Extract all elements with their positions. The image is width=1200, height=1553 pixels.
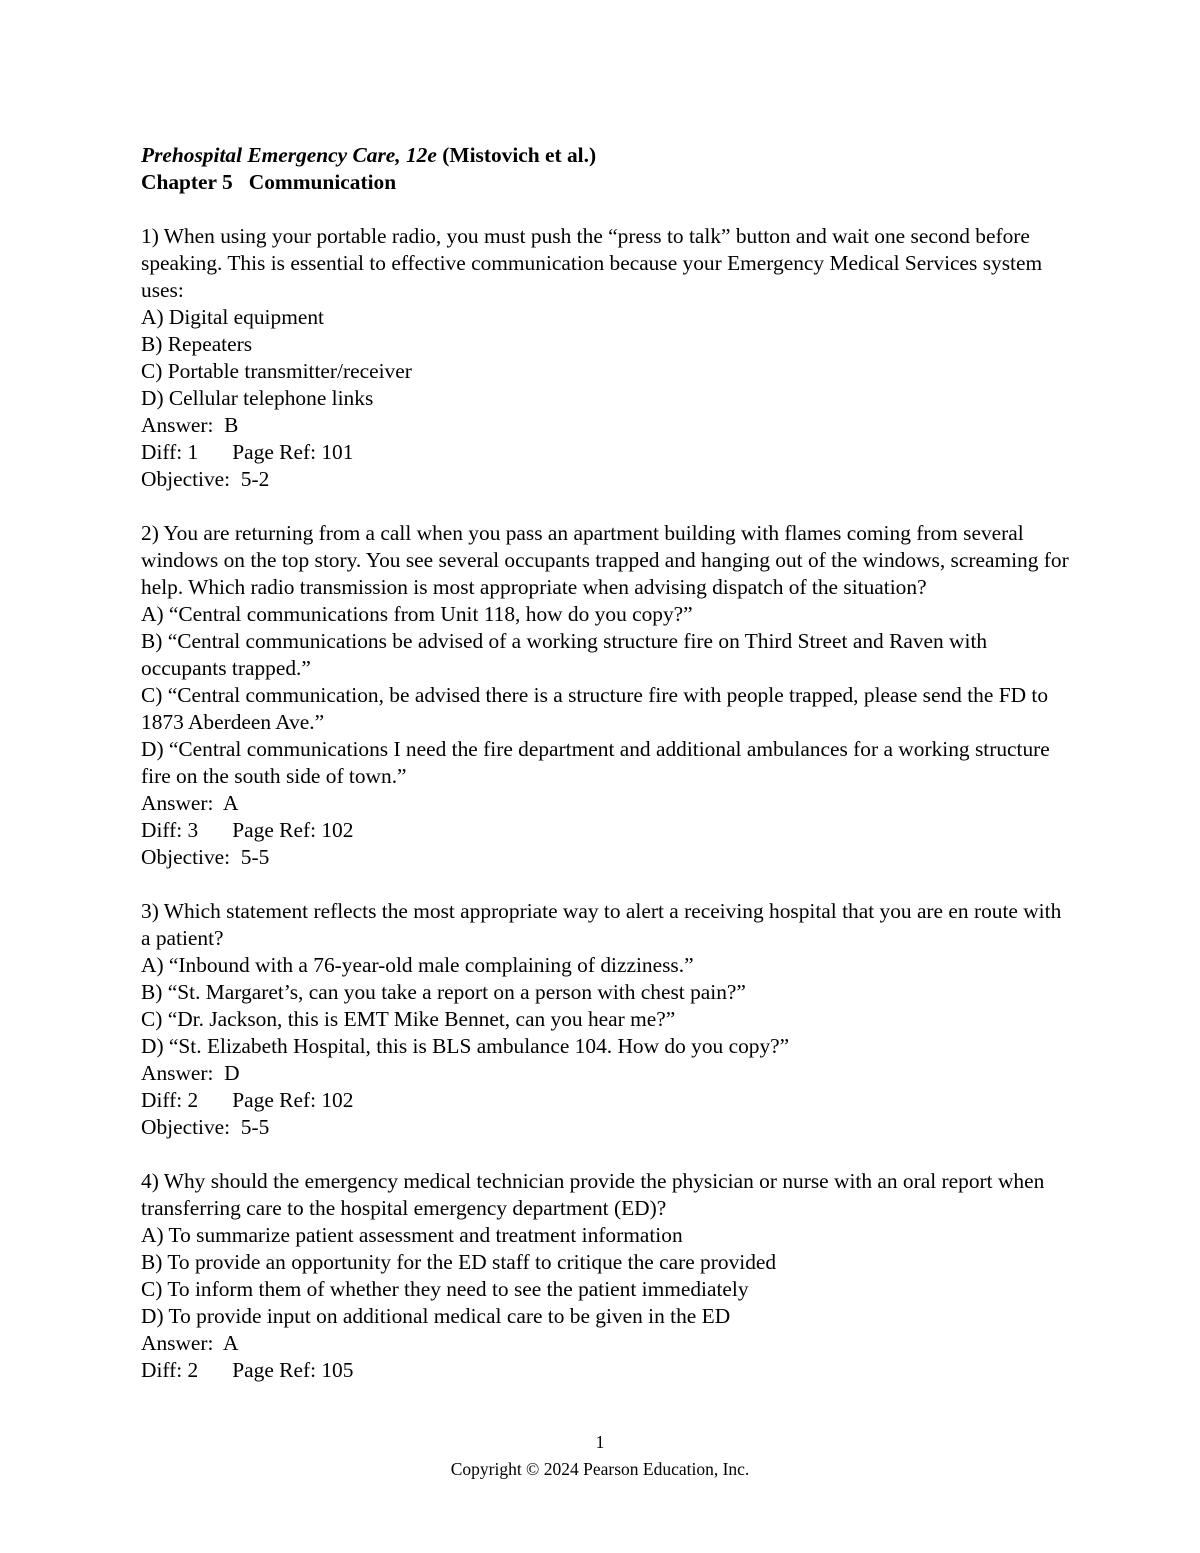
question-3 bbox=[141, 898, 1071, 1141]
book-title-line bbox=[141, 142, 1071, 169]
question-stem: 2) You are returning from a call when you pass an apartment building with flames coming from several windows on the top story. You see several occupants trapped and hanging out of the windows, screaming for help. Which radio transmission is most appropriate when advising dispatch of the situation? bbox=[141, 521, 1069, 599]
difficulty: Diff: 2 bbox=[141, 1088, 199, 1112]
answer-option-a: A) To summarize patient assessment and treatment information bbox=[141, 1223, 683, 1247]
answer-option-c: C) “Central communication, be advised there is a structure fire with people trapped, please send the FD to 1873 Aberdeen Ave.” bbox=[141, 683, 1049, 734]
question-stem: 4) Why should the emergency medical technician provide the physician or nurse with an oral report when transferring care to the hospital emergency department (ED)? bbox=[141, 1169, 1045, 1220]
answer-option-c: C) To inform them of whether they need to see the patient immediately bbox=[141, 1277, 749, 1301]
answer-option-c: C) Portable transmitter/receiver bbox=[141, 359, 412, 383]
book-authors: (Mistovich et al.) bbox=[442, 143, 597, 167]
page-content bbox=[141, 142, 1071, 1384]
answer-option-b: B) “Central communications be advised of a working structure fire on Third Street and Raven with occupants trapped.” bbox=[141, 629, 988, 680]
difficulty: Diff: 1 bbox=[141, 440, 199, 464]
answer-option-a: A) “Inbound with a 76-year-old male complaining of dizziness.” bbox=[141, 953, 694, 977]
difficulty-page-ref bbox=[141, 817, 1071, 844]
difficulty-page-ref bbox=[141, 1087, 1071, 1114]
page-reference: Page Ref: 102 bbox=[232, 818, 354, 842]
page-reference: Page Ref: 102 bbox=[232, 1088, 354, 1112]
difficulty-page-ref bbox=[141, 439, 1071, 466]
question-stem: 3) Which statement reflects the most appropriate way to alert a receiving hospital that you are en route with a patient? bbox=[141, 899, 1062, 950]
correct-answer: Answer: A bbox=[141, 1331, 239, 1355]
difficulty: Diff: 2 bbox=[141, 1358, 199, 1382]
page-number: 1 bbox=[595, 1432, 605, 1452]
question-4 bbox=[141, 1168, 1071, 1384]
copyright-notice: Copyright © 2024 Pearson Education, Inc. bbox=[450, 1459, 750, 1479]
book-title: Prehospital Emergency Care, 12e bbox=[141, 143, 437, 167]
answer-option-a: A) “Central communications from Unit 118, how do you copy?” bbox=[141, 602, 693, 626]
objective: Objective: 5-5 bbox=[141, 1115, 270, 1139]
objective: Objective: 5-2 bbox=[141, 467, 270, 491]
answer-option-d: D) Cellular telephone links bbox=[141, 386, 374, 410]
question-1 bbox=[141, 223, 1071, 493]
question-stem: 1) When using your portable radio, you must push the “press to talk” button and wait one second before speaking. This is essential to effective communication because your Emergency Medical Services system uses: bbox=[141, 224, 1043, 302]
difficulty-page-ref bbox=[141, 1357, 1071, 1384]
correct-answer: Answer: D bbox=[141, 1061, 240, 1085]
question-2 bbox=[141, 520, 1071, 871]
correct-answer: Answer: A bbox=[141, 791, 239, 815]
answer-option-d: D) “St. Elizabeth Hospital, this is BLS ambulance 104. How do you copy?” bbox=[141, 1034, 790, 1058]
answer-option-b: B) To provide an opportunity for the ED staff to critique the care provided bbox=[141, 1250, 777, 1274]
page-reference: Page Ref: 101 bbox=[232, 440, 354, 464]
difficulty: Diff: 3 bbox=[141, 818, 199, 842]
answer-option-c: C) “Dr. Jackson, this is EMT Mike Bennet, can you hear me?” bbox=[141, 1007, 676, 1031]
answer-option-b: B) “St. Margaret’s, can you take a report on a person with chest pain?” bbox=[141, 980, 746, 1004]
correct-answer: Answer: B bbox=[141, 413, 239, 437]
answer-option-a: A) Digital equipment bbox=[141, 305, 324, 329]
chapter-heading: Chapter 5 Communication bbox=[141, 170, 397, 194]
page-reference: Page Ref: 105 bbox=[232, 1358, 354, 1382]
answer-option-d: D) “Central communications I need the fire department and additional ambulances for a working structure fire on the south side of town.” bbox=[141, 737, 1050, 788]
objective: Objective: 5-5 bbox=[141, 845, 270, 869]
answer-option-b: B) Repeaters bbox=[141, 332, 253, 356]
answer-option-d: D) To provide input on additional medical care to be given in the ED bbox=[141, 1304, 731, 1328]
